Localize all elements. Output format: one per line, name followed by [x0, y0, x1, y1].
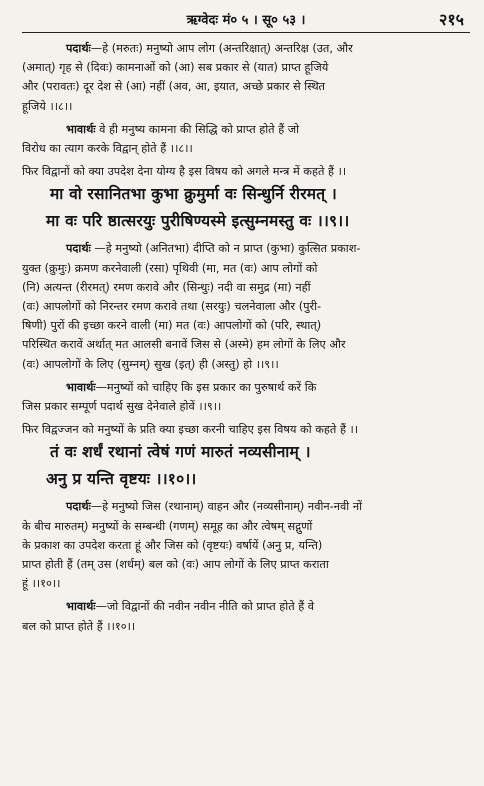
- text-line: भावार्थः—मनुष्यों को चाहिए कि इस प्रकार का पुरुषार्थ करें कि: [66, 380, 317, 394]
- section-label: पदार्थः: [66, 242, 91, 256]
- page-number: २१५: [439, 10, 464, 29]
- text-line: (अमात्) गृह से (दिवः) कामनाओं को (आ) सब प्रकार से (यात) प्राप्त हूजिये: [22, 61, 329, 75]
- padartha-section-8: [22, 39, 470, 116]
- section-label: पदार्थः: [66, 500, 91, 514]
- intro-line-9: फिर विद्वानों को क्या उपदेश देना योग्य है इस विषय को अगले मन्त्र में कहते हैं ।।: [22, 165, 347, 179]
- text-line: युक्त (क्रुमुः) क्रमण करनेवाली (रसा) पृथिवी (मा, मत (वः) आप लोगों को: [22, 261, 318, 275]
- running-title: ऋग्वेदः मं० ५ । सू० ५३ ।: [186, 13, 306, 28]
- bhavartha-section-10: [22, 597, 470, 635]
- mantra-10-line-1: तं वः शर्धं रथानां त्वेषं गणं मारुतं नव्यसीनाम् ।: [50, 443, 311, 462]
- text-line: पदार्थः—हे (मरुतः) मनुष्यो आप लोग (अन्तरिक्षात्) अन्तरिक्ष (उत, और: [66, 42, 353, 55]
- text-line: प्राप्त होती हैं (तम् उस (शर्धम्) बल को (वः) आप लोगों के लिए प्राप्त कराता: [22, 558, 329, 572]
- text-line: बल को प्राप्त होते हैं ।।१०।।: [22, 619, 136, 633]
- section-label: भावार्थः: [66, 600, 96, 614]
- text-line: (वः) आपलोगों को निरन्तर रमण करावे तथा (सरयुः) चलनेवाला और (पुरी-: [22, 300, 322, 314]
- text-line: और (परावतः) दूर देश से (आ) नहीं (अव, आ, इयात, अच्छे प्रकार से स्थित: [22, 80, 325, 94]
- text-line: विरोध का त्याग करके विद्वान् होते हैं ।।८।।: [22, 142, 193, 156]
- mantra-10-line-2: अनु प्र यन्ति वृष्टयः ।।१०।।: [46, 470, 197, 489]
- text-line: (वः) आपलोगों के लिए (सुम्नम्) सुख (इत्) ही (अस्तु) हो ।।९।।: [22, 357, 279, 371]
- text-line: जिस प्रकार सम्पूर्ण पदार्थ सुख देनेवाले होवें ।।९।।: [22, 400, 222, 414]
- intro-line-10: फिर विद्वज्जन को मनुष्यों के प्रति क्या इच्छा करनी चाहिए इस विषय को कहते हैं ।।: [22, 423, 359, 437]
- section-label: भावार्थः: [66, 380, 96, 394]
- text-line: पदार्थः —हे मनुष्यो (अनितभा) दीप्ति को न प्राप्त (कुभा) कुत्सित प्रकाश-: [66, 242, 361, 256]
- text-line: परिस्थित करावें अर्थात् मत आलसी बनावें जिस से (अस्मे) हम लोगों के लिए और: [22, 338, 346, 352]
- mantra-9-line-1: मा वो रसानितभा कुभा क्रुमुर्मा वः सिन्धुर्नि रीरमत् ।: [50, 185, 337, 204]
- text-line: (नि) अत्यन्त (रीरमत्) रमण करावे और (सिन्धुः) नदी वा समुद्र (मा) नहीं: [22, 280, 311, 294]
- text-line: के प्रकाश का उपदेश करता हूं और जिस को (वृष्टयः) वर्षायें (अनु प्र, यन्ति): [22, 538, 323, 552]
- text-line: भावार्थः वे ही मनुष्य कामना की सिद्धि को प्राप्त होते हैं जो: [66, 122, 300, 136]
- text-line: हूं ।।१०।।: [22, 577, 61, 591]
- text-line: भावार्थः—जो विद्वानों की नवीन नवीन नीति को प्राप्त होते हैं वे: [66, 600, 315, 614]
- text-line: पदार्थः—हे मनुष्यो जिस (रथानाम्) वाहन और (नव्यसीनाम्) नवीन-नवी नों: [66, 500, 363, 514]
- bhavartha-section-9: [22, 378, 470, 416]
- bhavartha-section-8: [22, 120, 470, 158]
- mantra-9-line-2: मा वः परि ष्ठात्सरयुः पुरीषिण्यस्मे इत्सुम्नमस्तु वः ।।९।।: [46, 212, 350, 231]
- text-line: के बीच मारुतम्) मनुष्यों के सम्बन्धी (गणम्) समूह का और त्वेषम् सद्गुणों: [22, 519, 313, 533]
- section-label: भावार्थः: [66, 122, 96, 136]
- text-line: षिणी) पुरों की इच्छा करने वाली (मा) मत (वः) आपलोगों को (परि, स्थात्): [22, 319, 322, 333]
- page-header: [22, 8, 470, 33]
- section-label: पदार्थः: [66, 42, 91, 55]
- text-line: हूजिये ।।८।।: [22, 99, 73, 113]
- padartha-section-10: [22, 497, 470, 593]
- padartha-section-9: [22, 239, 470, 373]
